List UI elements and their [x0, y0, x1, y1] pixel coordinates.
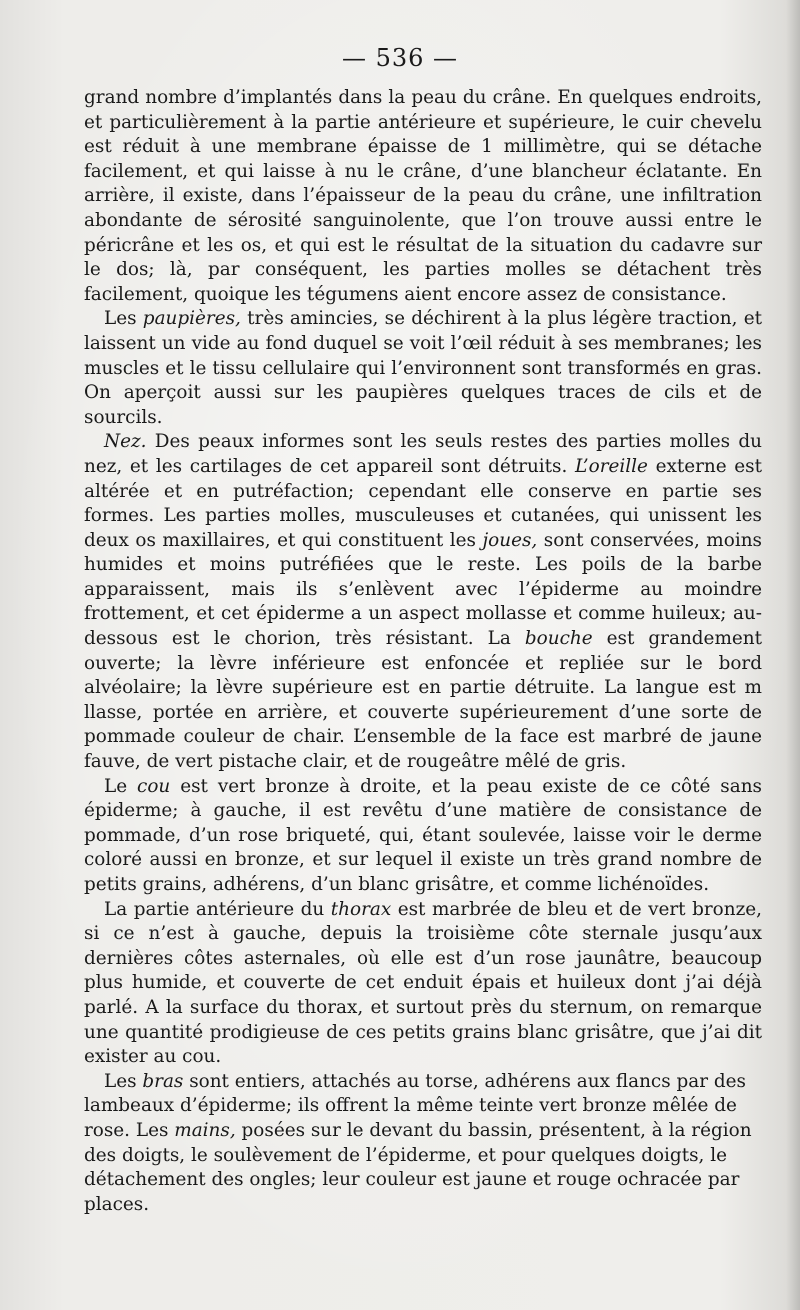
- italic-term: bouche: [524, 628, 593, 650]
- paragraph-p4: [84, 775, 762, 898]
- italic-term: joues,: [482, 529, 538, 551]
- text-segment: est vert bronze à droite, et la peau existe de ce côté sans épiderme; à gauche, il est revêtu d’une matière de consistance de pommade, d’un rose briqueté, qui, étant soulevée, laisse voir le derme coloré aussi en bronze, et sur lequel il existe un très grand nombre de petits grains, adhérens, d’un blanc grisâtre, et comme lichénoïdes.: [84, 775, 762, 895]
- page-number: — 536 —: [341, 44, 459, 72]
- text-segment: Les: [104, 308, 143, 330]
- paragraph-p6: [84, 1070, 762, 1218]
- italic-term: thorax: [330, 898, 392, 920]
- text-segment: Les: [104, 1070, 143, 1092]
- text-segment: très amincies, se déchirent à la plus légère traction, et laissent un vide au fond duquel se voit l’œil réduit à ses membranes; les muscles et le tissu cellulaire qui l’environnent sont transformés en gras. On aperçoit aussi sur les paupières quelques traces de cils et de sourcils.: [84, 308, 762, 428]
- italic-term: Nez.: [104, 431, 147, 453]
- text-segment: posées sur le devant du bassin, présentent, à la région des doigts, le soulèvement de l’épiderme, et pour quelques doigts, le détachement des ongles; leur couleur est jaune et rouge ochracée par places.: [84, 1119, 752, 1215]
- paragraph-p1: [84, 86, 762, 307]
- text-segment: sont conservées, moins humides et moins putréfiées que le reste. Les poils de la barbe apparaissent, mais ils s’enlèvent avec l’épiderme au moindre frottement, et cet épiderme a un aspect mollasse et comme huileux; au-dessous est le chorion, très résistant. La: [84, 529, 762, 650]
- text-segment: externe est altérée et en putréfaction; cependant elle conserve en partie ses formes. Les parties molles, musculeuses et cutanées, qui unissent les deux os maxillaires, et qui constituent les: [84, 455, 762, 551]
- paragraph-p5: [84, 898, 762, 1070]
- text-segment: Des peaux informes sont les seuls restes des parties molles du nez, et les cartilages de cet appareil sont détruits.: [84, 431, 762, 477]
- italic-term: mains,: [174, 1119, 236, 1141]
- paragraph-p2: [84, 307, 762, 430]
- italic-term: L’oreille: [575, 455, 648, 477]
- text-segment: grand nombre d’implantés dans la peau du crâne. En quelques endroits, et particulièrement à la partie antérieure et supérieure, le cuir chevelu est réduit à une membrane épaisse de 1 millimètre, qui se détache facilement, et qui laisse à nu le crâne, d’une blancheur éclatante. En arrière, il existe, dans l’épaisseur de la peau du crâne, une infiltration abondante de sérosité sanguinolente, que l’on trouve aussi entre le péricrâne et les os, et qui est le résultat de la situation du cadavre sur le dos; là, par conséquent, les parties molles se détachent très facilement, quoique les tégumens aient encore assez de consistance.: [84, 87, 762, 305]
- page-body-text: [84, 86, 762, 1217]
- paragraph-p3: [84, 430, 762, 774]
- italic-term: cou: [137, 775, 171, 797]
- text-segment: Le: [104, 775, 138, 797]
- text-segment: La partie antérieure du: [104, 898, 331, 920]
- page-spine-shadow: [786, 0, 800, 1310]
- text-segment: sont entiers, attachés au torse, adhérens aux flancs par des lambeaux d’épiderme; ils offrent la même teinte vert bronze mêlée de rose. Les: [84, 1070, 746, 1141]
- text-segment: est marbrée de bleu et de vert bronze, si ce n’est à gauche, depuis la troisième côte sternale jusqu’aux dernières côtes asternales, où elle est d’un rose jaunâtre, beaucoup plus humide, et couverte de cet enduit épais et huileux dont j’ai déjà parlé. A la surface du thorax, et surtout près du sternum, on remarque une quantité prodigieuse de ces petits grains blanc grisâtre, que j’ai dit exister au cou.: [84, 898, 762, 1068]
- italic-term: paupières,: [142, 308, 241, 330]
- italic-term: bras: [142, 1070, 184, 1092]
- text-segment: est grandement ouverte; la lèvre inférieure est enfoncée et repliée sur le bord alvéolaire; la lèvre supérieure est en partie détruite. La langue est m llasse, portée en arrière, et couverte supérieurement d’une sorte de pommade couleur de chair. L’ensemble de la face est marbré de jaune fauve, de vert pistache clair, et de rougeâtre mêlé de gris.: [84, 628, 762, 773]
